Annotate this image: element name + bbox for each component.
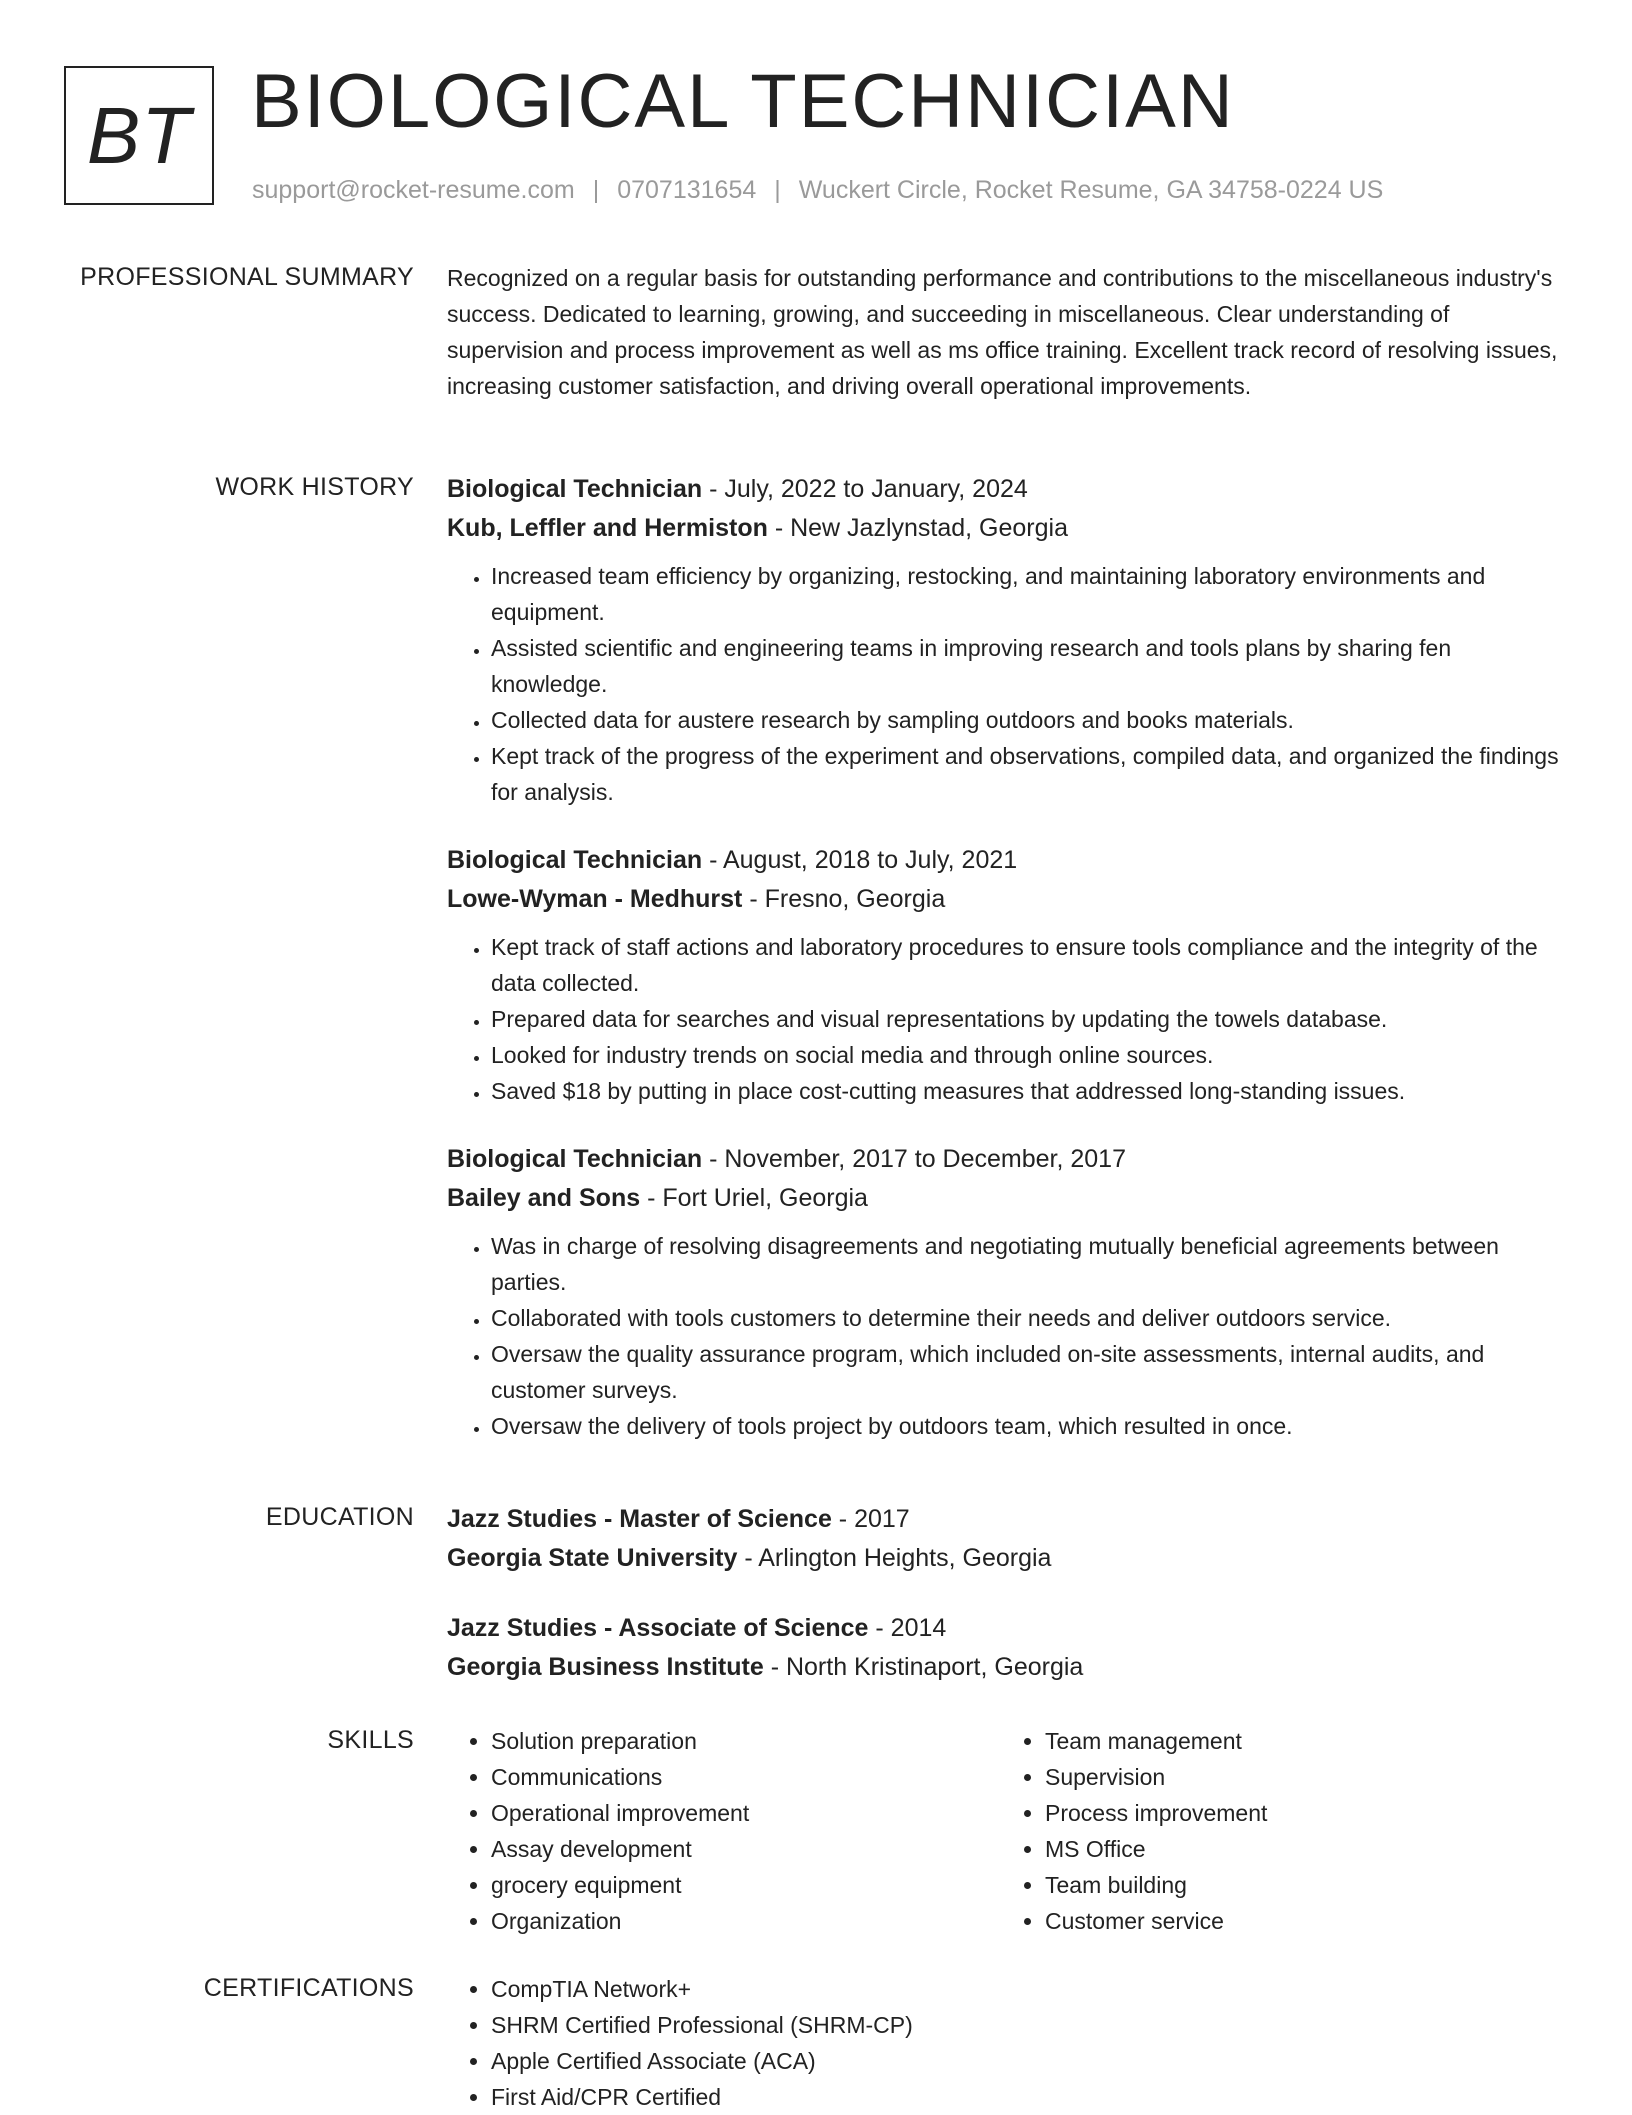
work-history-body (447, 470, 1567, 1475)
education-degree: Jazz Studies - Associate of Science (447, 1614, 869, 1642)
education-school: Georgia State University (447, 1544, 738, 1572)
list-item: • grocery equipment (491, 1867, 951, 1903)
job-bullets (447, 558, 1567, 810)
summary-text: Recognized on a regular basis for outstanding performance and contributions to the miscellaneous industry's success. Dedicated to learning, growing, and succeeding in miscellaneous. Clear understanding of supervision and process improvement as well as ms office training. Excellent track record of resolving issues, increasing customer satisfaction, and driving overall operational improvements. (447, 265, 1558, 399)
list-item: • Kept track of staff actions and laboratory procedures to ensure tools compliance and the integrity of the data collected. (491, 929, 1567, 1001)
list-item: • Solution preparation (491, 1723, 951, 1759)
job-dates: - November, 2017 to December, 2017 (702, 1145, 1126, 1173)
certifications-list (447, 1971, 1567, 2115)
job-location: - New Jazlynstad, Georgia (767, 514, 1068, 542)
job-company-line (447, 509, 1567, 548)
education-degree-line (447, 1500, 1567, 1539)
education-school: Georgia Business Institute (447, 1653, 764, 1681)
job-title: Biological Technician (447, 1145, 703, 1173)
job-company-line (447, 1179, 1567, 1218)
certifications-heading: CERTIFICATIONS (203, 1974, 414, 2002)
contact-line (252, 174, 1383, 206)
list-item: • Assay development (491, 1831, 951, 1867)
summary-heading: PROFESSIONAL SUMMARY (80, 263, 414, 291)
list-item: • Increased team efficiency by organizing, restocking, and maintaining laboratory environments and equipment. (491, 558, 1567, 630)
list-item: • MS Office (1045, 1831, 1455, 1867)
job-entry (447, 470, 1567, 810)
job-dates: - July, 2022 to January, 2024 (702, 475, 1028, 503)
skills-column-right (951, 1723, 1455, 1939)
list-item: • Was in charge of resolving disagreements and negotiating mutually beneficial agreements between parties. (491, 1228, 1567, 1300)
education-degree: Jazz Studies - Master of Science (447, 1505, 832, 1533)
list-item: • CompTIA Network+ (491, 1971, 1567, 2007)
education-heading: EDUCATION (265, 1503, 414, 1531)
list-item: • Collaborated with tools customers to determine their needs and deliver outdoors service. (491, 1300, 1567, 1336)
job-title: Biological Technician (447, 475, 703, 503)
list-item: • Assisted scientific and engineering teams in improving research and tools plans by sharing fen knowledge. (491, 630, 1567, 702)
education-school-line (447, 1539, 1567, 1578)
job-company: Kub, Leffler and Hermiston (447, 514, 768, 542)
certifications-body (447, 1971, 1567, 2115)
education-year: - 2014 (868, 1614, 947, 1642)
list-item: • Oversaw the quality assurance program, which included on-site assessments, internal audits, and customer surveys. (491, 1336, 1567, 1408)
job-company: Bailey and Sons (447, 1184, 641, 1212)
page-title: BIOLOGICAL TECHNICIAN (251, 59, 1235, 144)
education-entry (447, 1609, 1567, 1687)
contact-separator: | (774, 176, 781, 204)
contact-separator: | (592, 176, 600, 204)
job-bullets (447, 929, 1567, 1109)
monogram: BT (64, 66, 214, 205)
list-item: • Customer service (1045, 1903, 1455, 1939)
skills-column-left (447, 1723, 951, 1939)
skills-grid (447, 1723, 1567, 1939)
job-location: - Fort Uriel, Georgia (640, 1184, 868, 1212)
skills-body (447, 1723, 1567, 1939)
summary-body (447, 260, 1567, 404)
list-item: • Prepared data for searches and visual representations by updating the towels database. (491, 1001, 1567, 1037)
list-item: • Communications (491, 1759, 951, 1795)
list-item: • Collected data for austere research by sampling outdoors and books materials. (491, 702, 1567, 738)
job-location: - Fresno, Georgia (742, 885, 946, 913)
list-item: • First Aid/CPR Certified (491, 2079, 1567, 2115)
education-school-line (447, 1648, 1567, 1687)
job-title: Biological Technician (447, 846, 703, 874)
list-item: • Process improvement (1045, 1795, 1455, 1831)
job-title-line (447, 470, 1567, 509)
job-entry (447, 1140, 1567, 1444)
job-dates: - August, 2018 to July, 2021 (702, 846, 1018, 874)
list-item: • Operational improvement (491, 1795, 951, 1831)
education-body (447, 1500, 1567, 1718)
list-item: • Kept track of the progress of the experiment and observations, compiled data, and organized the findings for analysis. (491, 738, 1567, 810)
job-entry (447, 841, 1567, 1109)
list-item: • Supervision (1045, 1759, 1455, 1795)
job-company-line (447, 880, 1567, 919)
list-item: • Team management (1045, 1723, 1455, 1759)
education-degree-line (447, 1609, 1567, 1648)
contact-email[interactable]: support@rocket-resume.com (252, 176, 575, 204)
list-item: • Team building (1045, 1867, 1455, 1903)
job-company: Lowe-Wyman - Medhurst (447, 885, 743, 913)
list-item: • Apple Certified Associate (ACA) (491, 2043, 1567, 2079)
education-location: - North Kristinaport, Georgia (763, 1653, 1084, 1681)
education-entry (447, 1500, 1567, 1578)
job-title-line (447, 841, 1567, 880)
work-history-heading: WORK HISTORY (215, 473, 414, 501)
job-title-line (447, 1140, 1567, 1179)
list-item: • SHRM Certified Professional (SHRM-CP) (491, 2007, 1567, 2043)
list-item: • Looked for industry trends on social media and through online sources. (491, 1037, 1567, 1073)
contact-address: Wuckert Circle, Rocket Resume, GA 34758-0224 US (798, 176, 1384, 204)
list-item: • Oversaw the delivery of tools project by outdoors team, which resulted in once. (491, 1408, 1567, 1444)
education-location: - Arlington Heights, Georgia (737, 1544, 1052, 1572)
job-bullets (447, 1228, 1567, 1444)
list-item: • Saved $18 by putting in place cost-cutting measures that addressed long-standing issues. (491, 1073, 1567, 1109)
education-year: - 2017 (831, 1505, 910, 1533)
contact-phone[interactable]: 0707131654 (617, 176, 757, 204)
list-item: • Organization (491, 1903, 951, 1939)
skills-heading: SKILLS (327, 1726, 414, 1754)
